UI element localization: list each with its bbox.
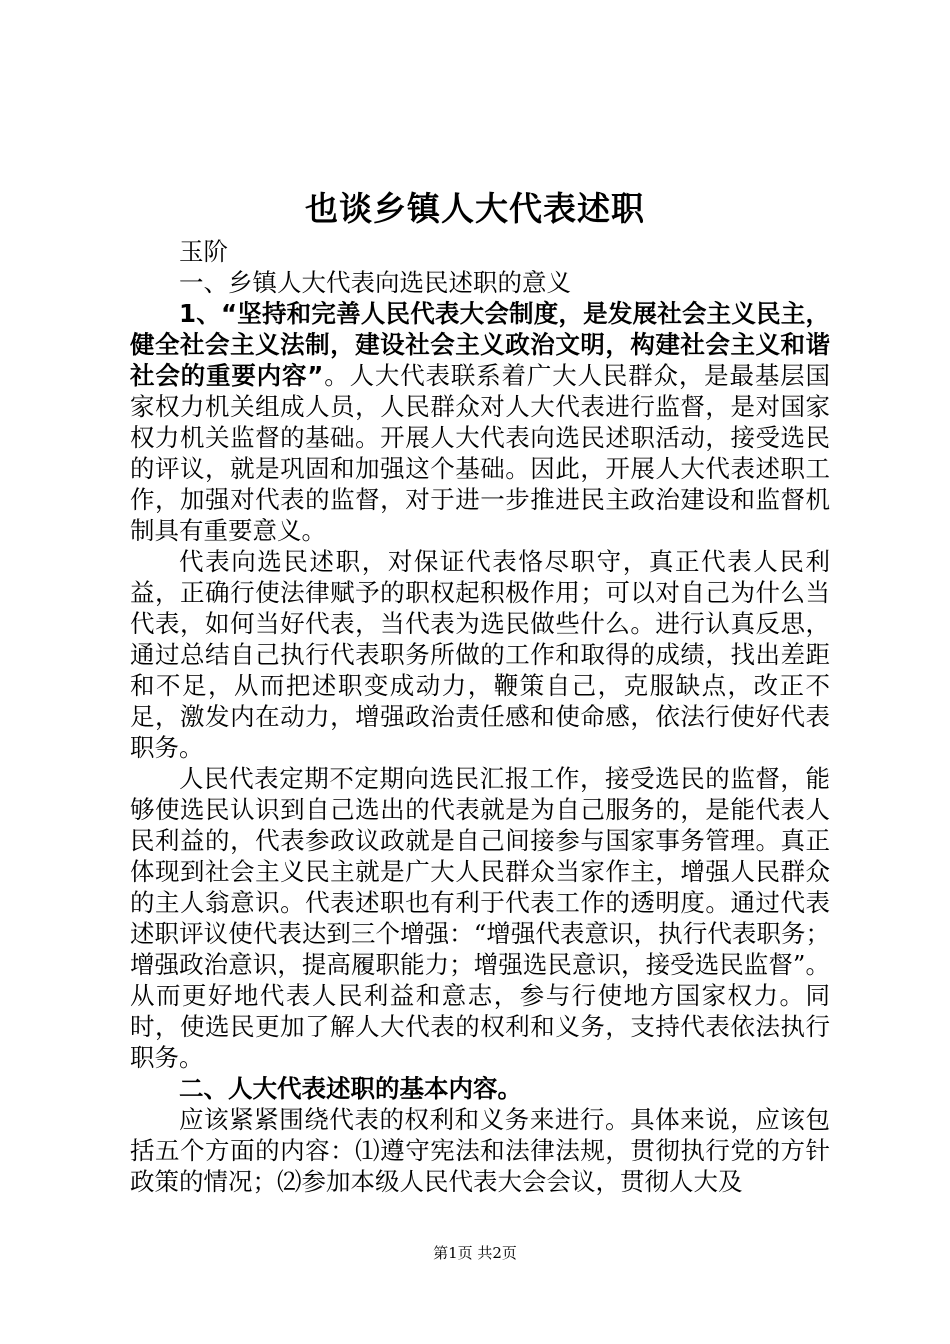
section-heading-1: 一、乡镇人大代表向选民述职的意义 (179, 268, 571, 297)
paragraph-1-text: 。人大代表联系着广大人民群众，是最基层国家权力机关组成人员，人民群众对人大代表进行监督，是对国家权力机关监督的基础。开展人大代表向选民述职活动，接受选民的评议，就是巩固和加强这个基础。因此，开展人大代表述职工作，加强对代表的监督，对于进一步推进民主政治建设和监督机制具有重要意义。 (130, 361, 830, 545)
paragraph-4: 应该紧紧围绕代表的权利和义务来进行。具体来说，应该包括五个方面的内容：⑴遵守宪法和法律法规，贯彻执行党的方针政策的情况；⑵参加本级人民代表大会会议，贯彻人大及 (130, 1105, 830, 1196)
section-heading-2: 二、人大代表述职的基本内容。 (179, 1074, 522, 1103)
paragraph-1-bold-quote: 1、“坚持和完善人民代表大会制度，是发展社会主义民主，健全社会主义法制，建设社会主义政治文明，构建社会主义和谐社会的重要内容” (130, 299, 830, 390)
author-line: 玉阶 (179, 237, 228, 266)
paragraph-2: 代表向选民述职，对保证代表恪尽职守，真正代表人民利益，正确行使法律赋予的职权起积极作用；可以对自己为什么当代表，如何当好代表，当代表为选民做些什么。进行认真反思，通过总结自己执行代表职务所做的工作和取得的成绩，找出差距和不足，从而把述职变成动力，鞭策自己，克服缺点，改正不足，激发内在动力，增强政治责任感和使命感，依法行使好代表职务。 (130, 547, 830, 762)
paragraph-3: 人民代表定期不定期向选民汇报工作，接受选民的监督，能够使选民认识到自己选出的代表就是为自己服务的，是能代表人民利益的，代表参政议政就是自己间接参与国家事务管理。真正体现到社会主义民主就是广大人民群众当家作主，增强人民群众的主人翁意识。代表述职也有利于代表工作的透明度。通过代表述职评议使代表达到三个增强：“增强代表意识，执行代表职务；增强政治意识，提高履职能力；增强选民意识，接受选民监督”。从而更好地代表人民利益和意志，参与行使地方国家权力。同时，使选民更加了解人大代表的权利和义务，支持代表依法执行职务。 (130, 764, 830, 1072)
paragraph-1 (130, 298, 830, 546)
document-body (130, 236, 830, 1197)
page-footer: 第1页 共2页 (433, 1244, 517, 1262)
document-title: 也谈乡镇人大代表述职 (305, 189, 645, 228)
